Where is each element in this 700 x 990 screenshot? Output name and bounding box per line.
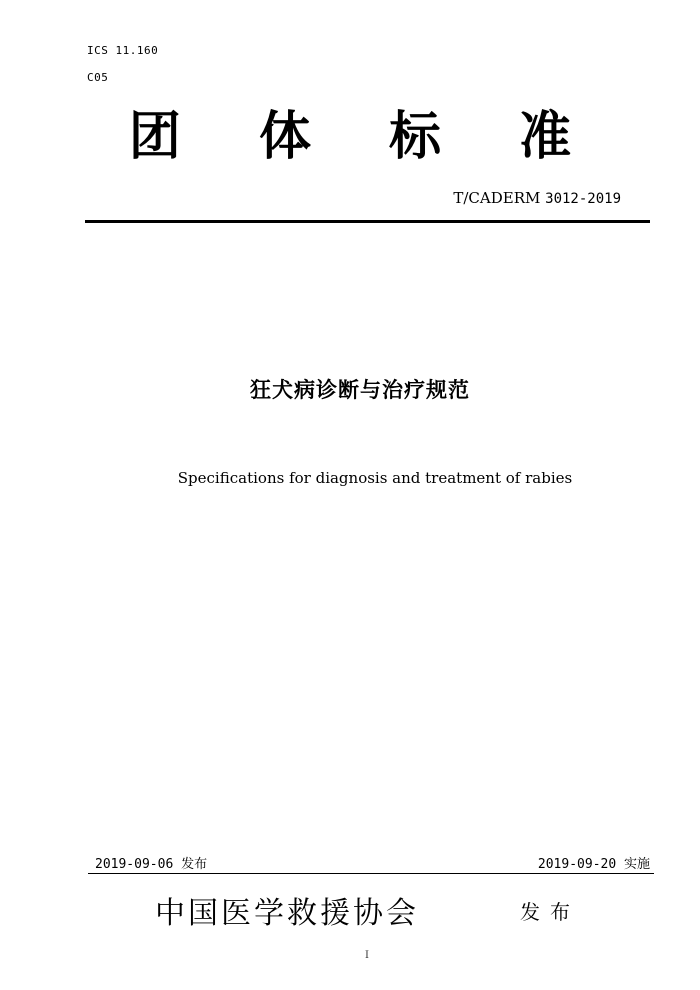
standard-number-prefix: T/CADERM [453, 189, 541, 207]
page-number: I [365, 950, 369, 961]
publish-label: 发布 [520, 900, 580, 924]
title-chinese: 狂犬病诊断与治疗规范 [250, 378, 470, 402]
document-type-heading: 团 体 标 准 [128, 106, 602, 167]
standard-number-value: 3012-2019 [545, 191, 621, 207]
ccs-code: C05 [87, 71, 109, 84]
standard-number [453, 189, 621, 207]
implementation-date: 2019-09-20 实施 [537, 857, 650, 872]
issue-date: 2019-09-06 发布 [95, 857, 208, 872]
footer-divider [88, 873, 654, 874]
header-divider [85, 220, 650, 223]
publisher-name: 中国医学救援协会 [155, 896, 419, 931]
title-english: Specifications for diagnosis and treatment of rabies [177, 469, 573, 487]
ics-code: ICS 11.160 [87, 44, 159, 57]
